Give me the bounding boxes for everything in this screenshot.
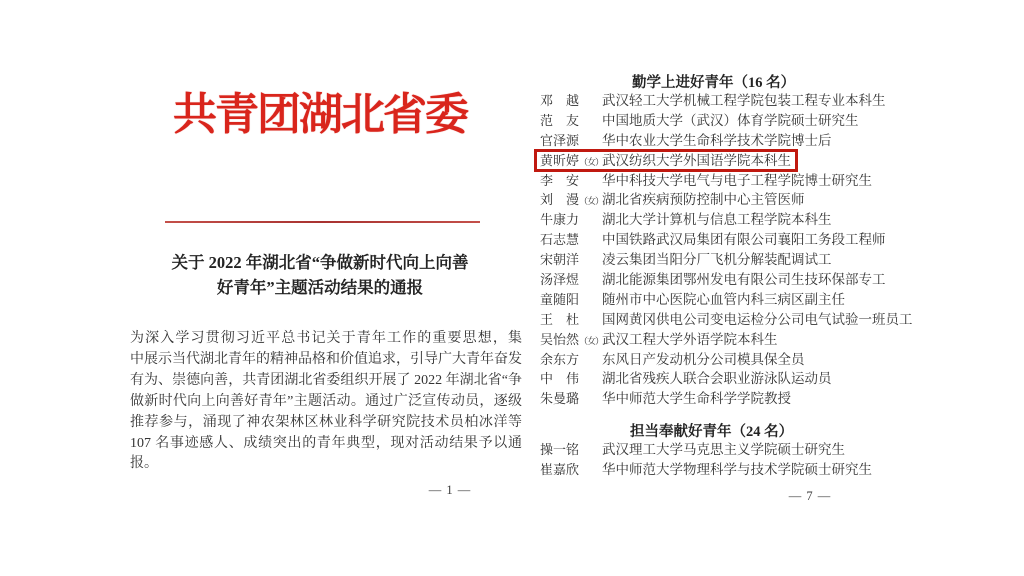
person-affiliation: 中国铁路武汉局集团有限公司襄阳工务段工程师 <box>602 232 886 248</box>
roster-row <box>540 131 936 151</box>
person-name: 黄昕婷（女） <box>540 152 604 168</box>
roster-row <box>540 460 936 480</box>
person-name: 范 友 <box>540 112 580 128</box>
person-affiliation: 随州市中心医院心血管内科三病区副主任 <box>602 291 845 307</box>
person-affiliation: 武汉理工大学马克思主义学院硕士研究生 <box>602 442 845 457</box>
section-header-diligent-youth: 勤学上进好青年（16 名） <box>632 75 796 91</box>
page-number-right: — 7 — <box>788 489 832 503</box>
person-name: 崔嘉欣 <box>540 462 580 477</box>
notice-body-line: 推荐参与，涌现了神农架林区林业科学研究院技术员柏冰洋等 <box>130 414 522 430</box>
roster-row <box>540 270 936 290</box>
roster-row <box>540 190 936 210</box>
person-name: 官泽源 <box>540 132 580 148</box>
person-name: 童随阳 <box>540 291 580 307</box>
person-affiliation: 国网黄冈供电公司变电运检分公司电气试验一班员工 <box>602 311 913 327</box>
person-affiliation: 武汉轻工大学机械工程学院包装工程专业本科生 <box>602 93 886 108</box>
roster-row <box>540 389 936 409</box>
person-affiliation: 湖北能源集团鄂州发电有限公司生技环保部专工 <box>602 272 886 288</box>
person-name: 中 伟 <box>540 371 580 387</box>
roster-row <box>540 350 936 370</box>
person-name: 余东方 <box>540 351 580 367</box>
person-name: 李 安 <box>540 172 580 188</box>
letterhead-title: 共青团湖北省委 <box>173 90 467 139</box>
gender-label: （女） <box>579 335 604 346</box>
person-name: 宋朝洋 <box>540 252 580 268</box>
document-title <box>115 250 525 300</box>
person-name: 汤泽煜 <box>540 272 580 288</box>
person-affiliation: 华中科技大学电气与电子工程学院博士研究生 <box>602 172 872 188</box>
roster-dedicated-youth <box>540 440 936 480</box>
roster-diligent-youth <box>540 91 936 409</box>
roster-row <box>540 171 936 191</box>
roster-row <box>540 310 936 330</box>
person-name: 操一铭 <box>540 442 580 457</box>
notice-body-line: 中展示当代湖北青年的精神品格和价值追求，引导广大青年奋发 <box>130 351 522 367</box>
person-name: 邓 越 <box>540 93 580 108</box>
page-left <box>115 0 525 576</box>
document-title-line-2: 好青年”主题活动结果的通报 <box>216 278 424 297</box>
person-affiliation: 武汉工程大学外语学院本科生 <box>602 331 778 347</box>
roster-row <box>540 369 936 389</box>
page-right <box>537 0 937 576</box>
person-affiliation: 中国地质大学（武汉）体育学院硕士研究生 <box>602 112 859 128</box>
roster-row <box>540 151 936 171</box>
roster-row <box>540 250 936 270</box>
person-affiliation: 华中师范大学生命科学学院教授 <box>602 391 791 407</box>
notice-body-line: 107 名事迹感人、成绩突出的青年典型，现对活动结果予以通报。 <box>130 435 522 472</box>
person-affiliation: 湖北省疾病预防控制中心主管医师 <box>602 192 805 208</box>
person-affiliation: 东风日产发动机分公司模具保全员 <box>602 351 805 367</box>
letterhead-divider <box>165 221 480 223</box>
roster-row <box>540 91 936 111</box>
person-name: 刘 漫（女） <box>540 192 604 208</box>
person-name: 牛康力 <box>540 212 580 228</box>
notice-body-line: 为深入学习贯彻习近平总书记关于青年工作的重要思想，集 <box>130 331 522 346</box>
page-number-left: — 1 — <box>428 483 472 497</box>
roster-row <box>540 230 936 250</box>
roster-row <box>540 111 936 131</box>
person-affiliation: 凌云集团当阳分厂飞机分解装配调试工 <box>602 252 832 268</box>
document-title-line-1: 关于 2022 年湖北省“争做新时代向上向善 <box>171 253 469 272</box>
person-name: 石志慧 <box>540 232 580 248</box>
person-affiliation: 华中师范大学物理科学与技术学院硕士研究生 <box>602 462 872 477</box>
person-name: 朱曼璐 <box>540 391 580 407</box>
roster-row <box>540 290 936 310</box>
section-header-dedicated-youth: 担当奉献好青年（24 名） <box>630 424 794 440</box>
person-affiliation: 华中农业大学生命科学技术学院博士后 <box>602 132 832 148</box>
person-affiliation: 湖北大学计算机与信息工程学院本科生 <box>602 212 832 228</box>
notice-body-line: 有为、崇德向善，共青团湖北省委组织开展了 2022 年湖北省“争 <box>130 372 522 388</box>
person-name: 王 杜 <box>540 311 580 327</box>
roster-row <box>540 210 936 230</box>
notice-body-line: 做新时代向上向善好青年”主题活动。通过广泛宣传动员，逐级 <box>130 393 522 409</box>
person-affiliation: 武汉纺织大学外国语学院本科生 <box>602 152 791 168</box>
roster-row <box>540 330 936 350</box>
gender-label: （女） <box>579 196 604 207</box>
person-name: 吴怡然（女） <box>540 331 604 347</box>
notice-body <box>130 329 522 475</box>
roster-row <box>540 440 936 460</box>
gender-label: （女） <box>579 156 604 167</box>
person-affiliation: 湖北省残疾人联合会职业游泳队运动员 <box>602 371 832 387</box>
